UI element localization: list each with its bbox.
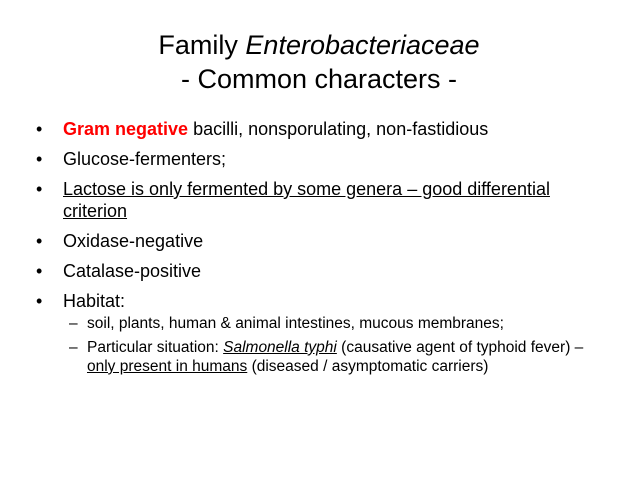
bullet-oxidase-negative <box>36 230 616 252</box>
bullet-dot: • <box>36 291 43 311</box>
species-name: Salmonella typhi <box>223 339 337 356</box>
habitat-sub-list <box>63 314 616 376</box>
title-family-name: Enterobacteriaceae <box>245 30 480 60</box>
bullet-text: Oxidase-negative <box>63 231 204 251</box>
bullet-glucose-fermenters <box>36 148 616 170</box>
bullet-habitat <box>36 290 616 376</box>
sub-bullet-habitats <box>63 314 616 333</box>
bullet-dot: • <box>36 179 43 199</box>
title-line-1 <box>0 28 638 62</box>
slide-title <box>0 28 638 96</box>
bullet-lactose <box>36 178 616 222</box>
bullet-gram-negative <box>36 118 616 140</box>
sub-bullet-text: soil, plants, human & animal intestines, mucous membranes; <box>87 315 504 332</box>
bullet-text: Glucose-fermenters; <box>63 149 227 169</box>
bullet-catalase-positive <box>36 260 616 282</box>
sub-bullet-lead: Particular situation: <box>87 339 224 356</box>
humans-only-note: only present in humans <box>87 358 248 375</box>
sub-bullet-middle: (causative agent of typhoid fever) – <box>336 339 584 356</box>
bullet-dot: • <box>36 149 43 169</box>
title-prefix: Family <box>158 30 246 60</box>
gram-negative-highlight: Gram negative <box>63 119 189 139</box>
sub-bullet-dash: – <box>69 339 78 356</box>
bullet-text: Lactose is only fermented by some genera – good differential criterion <box>63 179 550 221</box>
sub-bullet-salmonella <box>63 338 616 376</box>
bullet-dot: • <box>36 231 43 251</box>
bullet-text: bacilli, nonsporulating, non-fastidious <box>188 119 489 139</box>
title-subtitle: - Common characters - <box>180 64 458 94</box>
bullet-dot: • <box>36 119 43 139</box>
sub-bullet-tail: (diseased / asymptomatic carriers) <box>247 358 489 375</box>
bullet-text: Catalase-positive <box>63 261 202 281</box>
bullet-text: Habitat: <box>63 291 126 311</box>
sub-bullet-dash: – <box>69 315 78 332</box>
bullet-list <box>36 118 616 384</box>
bullet-dot: • <box>36 261 43 281</box>
